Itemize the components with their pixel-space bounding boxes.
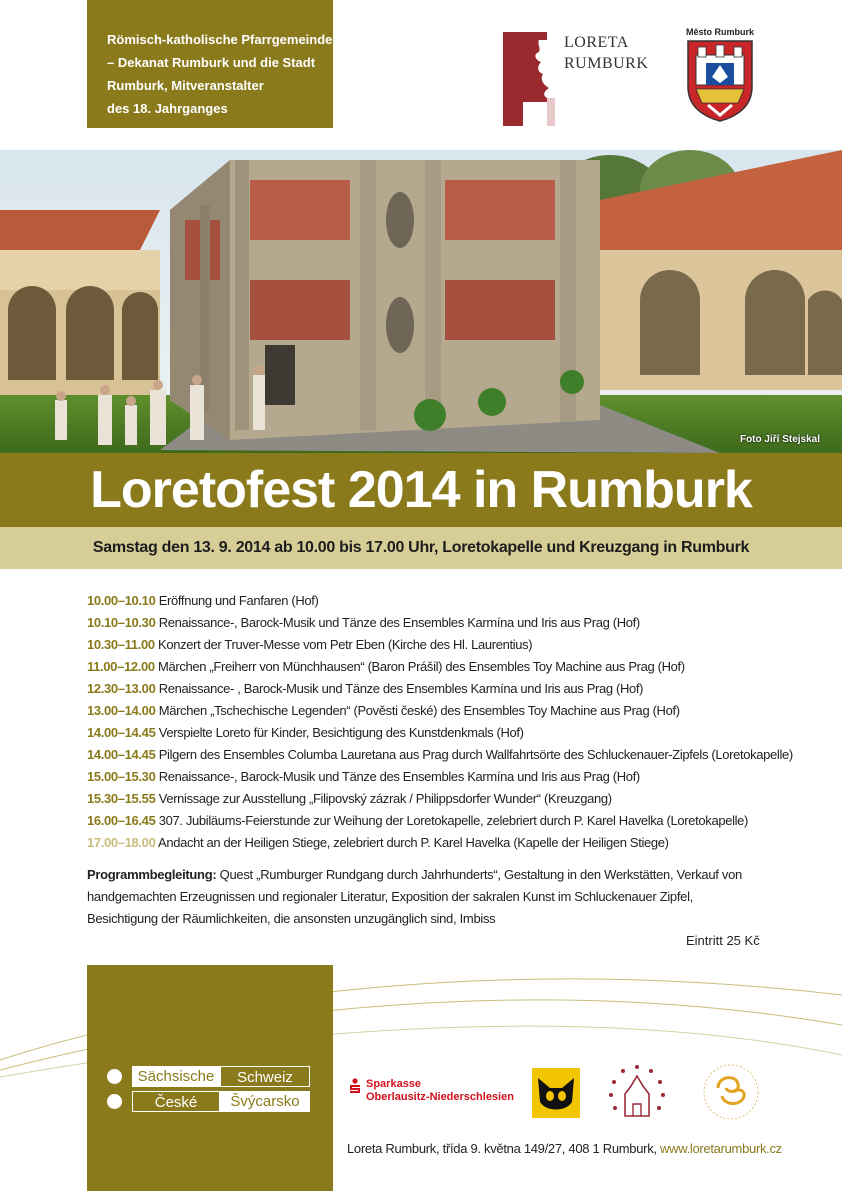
program-time: 10.30–11.00 (87, 637, 155, 652)
logo-svycarsko: Švýcarsko (220, 1091, 310, 1112)
program-time: 12.30–13.00 (87, 681, 156, 696)
program-item (87, 590, 787, 612)
organizer-line: – Dekanat Rumburk und die Stadt (107, 55, 316, 70)
footer-box (87, 965, 333, 1191)
logo-ceske: České (132, 1091, 220, 1112)
loreta-word: LORETA (564, 34, 629, 51)
program-text: Märchen „Freiherr von Münchhausen“ (Baron Prášil) des Ensembles Toy Machine aus Prag (Hof) (158, 659, 685, 674)
program-item (87, 766, 787, 788)
program-time: 14.00–14.45 (87, 747, 156, 762)
organizer-line: des 18. Jahrganges (107, 101, 228, 116)
program-time: 11.00–12.00 (87, 659, 155, 674)
program-item (87, 744, 793, 766)
stars-church-logo-icon (607, 1064, 667, 1122)
accompaniment-label: Programmbegleitung: (87, 867, 217, 882)
program-time: 16.00–16.45 (87, 813, 156, 828)
program-text: Märchen „Tschechische Legenden“ (Pověsti české) des Ensembles Toy Machine aus Prag (Hof) (158, 703, 680, 718)
program-text: Verspielte Loreto für Kinder, Besichtigung des Kunstdenkmals (Hof) (158, 725, 524, 740)
title-band (0, 453, 842, 527)
program-item (87, 612, 787, 634)
program-item (87, 656, 787, 678)
program-item (87, 810, 787, 832)
swirl-logo-icon (702, 1062, 760, 1122)
sparkasse-name (366, 1078, 514, 1104)
event-date-line: Samstag den 13. 9. 2014 ab 10.00 bis 17.00 Uhr, Loretokapelle und Kreuzgang in Rumburk (92, 539, 750, 556)
entry-fee: Eintritt 25 Kč (686, 933, 760, 948)
loreta-tower-icon (503, 32, 555, 126)
program-text: Vernissage zur Ausstellung „Filipovský zázrak / Philippsdorfer Wunder“ (Kreuzgang) (158, 791, 612, 806)
logo-saechsische: Sächsische (132, 1066, 220, 1087)
arms-title: Město Rumburk (685, 27, 754, 37)
address-text: Loreta Rumburk, třída 9. května 149/27, 408 1 Rumburk, (347, 1141, 661, 1156)
organizer-line: Rumburk, Mitveranstalter (107, 78, 264, 93)
program-text: Andacht an der Heiligen Stiege, zelebriert durch P. Karel Havelka (Kapelle der Heiligen Stiege) (158, 835, 669, 850)
page-title: Loretofest 2014 in Rumburk (90, 461, 752, 519)
program-item (87, 832, 787, 854)
program-time: 15.30–15.55 (87, 791, 156, 806)
program-text: Eröffnung und Fanfaren (Hof) (158, 593, 319, 608)
program-accompaniment (87, 864, 767, 930)
sparkasse-region: Oberlausitz-Niederschlesien (366, 1091, 514, 1103)
organizer-box (87, 0, 333, 128)
rumburk-word: RUMBURK (564, 55, 649, 72)
program-time: 14.00–14.45 (87, 725, 156, 740)
website-link[interactable]: www.loretarumburk.cz (660, 1141, 782, 1156)
program-item (87, 634, 787, 656)
program-time: 13.00–14.00 (87, 703, 156, 718)
program-text: Renaissance-, Barock-Musik und Tänze des Ensembles Karmína und Iris aus Prag (Hof) (158, 615, 640, 630)
loreta-wordmark (564, 32, 648, 74)
program-item (87, 678, 787, 700)
organizer-line: Römisch-katholische Pfarrgemeinde (107, 32, 333, 47)
loreta-photo (0, 150, 842, 453)
footer-address (347, 1140, 782, 1158)
photo-credit: Foto Jiří Stejskal (739, 434, 820, 445)
shield-icon (686, 39, 754, 123)
program-item (87, 700, 787, 722)
program-text: Renaissance-, Barock-Musik und Tänze des Ensembles Karmína und Iris aus Prag (Hof) (158, 769, 640, 784)
program-item (87, 722, 787, 744)
cat-logo-icon (532, 1068, 580, 1118)
loreta-courtyard-photo (0, 150, 842, 453)
program-text: Konzert der Truver-Messe vom Petr Eben (Kirche des Hl. Laurentius) (158, 637, 533, 652)
program-list (87, 590, 793, 854)
program-time: 15.00–15.30 (87, 769, 156, 784)
rumburk-coat-of-arms (684, 27, 756, 125)
sparkasse-icon (348, 1078, 362, 1094)
program-item (87, 788, 787, 810)
accompaniment-text: Quest „Rumburger Rundgang durch Jahrhunderts“, Gestaltung in den Werkstätten, Verkauf von handgemachten Erzeugnissen und regionaler Literatur, Exposition der sakralen Kunst im Schluckenauer Zipfel, Besichtigung der Räumlichkeiten, die ansonsten unzugänglich sind, Imbiss (87, 867, 742, 926)
program-text: Pilgern des Ensembles Columba Lauretana aus Prag durch Wallfahrtsörte des Schluckenauer-Zipfels (Loretokapelle) (158, 747, 793, 762)
program-time: 10.00–10.10 (87, 593, 156, 608)
sparkasse-word: Sparkasse (366, 1078, 422, 1090)
logo-dot (107, 1069, 122, 1084)
date-band (0, 527, 842, 569)
program-text: 307. Jubiläums-Feierstunde zur Weihung der Loretokapelle, zelebriert durch P. Karel Havelka (Loretokapelle) (158, 813, 749, 828)
program-text: Renaissance- , Barock-Musik und Tänze des Ensembles Karmína und Iris aus Prag (Hof) (158, 681, 644, 696)
program-time: 17.00–18.00 (87, 835, 156, 850)
logo-dot (107, 1094, 122, 1109)
loreta-rumburk-logo (503, 32, 653, 126)
program-time: 10.10–10.30 (87, 615, 156, 630)
logo-schweiz: Schweiz (220, 1066, 310, 1087)
